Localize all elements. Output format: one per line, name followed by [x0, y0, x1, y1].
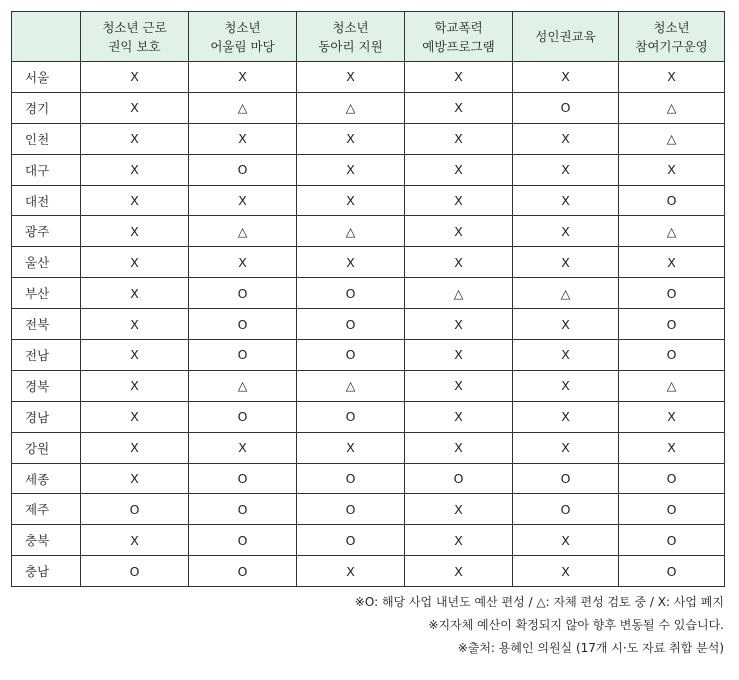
status-cell: △	[619, 92, 725, 123]
status-cell: X	[405, 525, 513, 556]
header-cell	[405, 12, 513, 62]
status-cell: O	[619, 494, 725, 525]
status-cell: X	[405, 123, 513, 154]
header-cell	[297, 12, 405, 62]
status-cell: O	[619, 185, 725, 216]
status-cell: O	[189, 556, 297, 587]
status-cell: X	[513, 370, 619, 401]
status-cell: X	[513, 525, 619, 556]
status-cell: O	[189, 494, 297, 525]
table-row	[12, 370, 725, 401]
status-cell: X	[619, 432, 725, 463]
table-row	[12, 432, 725, 463]
status-cell: O	[513, 463, 619, 494]
header-label-line2: 권익 보호	[108, 38, 161, 54]
table-row	[12, 216, 725, 247]
table-row	[12, 556, 725, 587]
status-cell: X	[405, 216, 513, 247]
status-cell: X	[513, 123, 619, 154]
header-label-line2: 참여기구운영	[635, 38, 708, 54]
status-cell: X	[297, 247, 405, 278]
table-row	[12, 123, 725, 154]
header-cell	[513, 12, 619, 62]
header-label-line1: 성인권교육	[535, 29, 596, 44]
status-cell: X	[513, 216, 619, 247]
status-cell: X	[81, 247, 189, 278]
region-cell: 충북	[12, 525, 81, 556]
status-cell: X	[81, 185, 189, 216]
table-row	[12, 278, 725, 309]
status-cell: X	[189, 432, 297, 463]
table-row	[12, 62, 725, 93]
status-cell: O	[297, 494, 405, 525]
status-cell: X	[81, 463, 189, 494]
status-cell: X	[619, 247, 725, 278]
table-row	[12, 185, 725, 216]
header-label-line1: 청소년	[332, 19, 369, 35]
status-cell: O	[297, 278, 405, 309]
status-cell: △	[619, 370, 725, 401]
status-cell: X	[81, 278, 189, 309]
status-cell: X	[81, 340, 189, 371]
region-cell: 경기	[12, 92, 81, 123]
table-row	[12, 247, 725, 278]
status-cell: X	[81, 62, 189, 93]
status-cell: X	[405, 494, 513, 525]
status-cell: O	[81, 494, 189, 525]
status-cell: O	[189, 154, 297, 185]
status-cell: O	[189, 278, 297, 309]
status-cell: X	[81, 309, 189, 340]
status-cell: O	[619, 463, 725, 494]
table-row	[12, 92, 725, 123]
status-cell: O	[189, 463, 297, 494]
header-cell	[189, 12, 297, 62]
status-cell: X	[513, 340, 619, 371]
status-cell: △	[513, 278, 619, 309]
table-row	[12, 154, 725, 185]
footnote-source: ※출처: 용혜인 의원실 (17개 시·도 자료 취합 분석)	[457, 641, 724, 655]
status-cell: X	[405, 309, 513, 340]
status-cell: O	[619, 278, 725, 309]
status-cell: X	[619, 401, 725, 432]
status-cell: O	[405, 463, 513, 494]
region-cell: 광주	[12, 216, 81, 247]
status-cell: O	[297, 340, 405, 371]
status-cell: X	[405, 340, 513, 371]
status-cell: X	[513, 309, 619, 340]
status-cell: X	[405, 92, 513, 123]
region-cell: 전북	[12, 309, 81, 340]
status-cell: X	[513, 401, 619, 432]
status-cell: X	[297, 123, 405, 154]
region-cell: 전남	[12, 340, 81, 371]
status-cell: X	[405, 432, 513, 463]
region-cell: 서울	[12, 62, 81, 93]
policy-status-table	[11, 11, 725, 587]
header-cell	[619, 12, 725, 62]
status-cell: X	[405, 556, 513, 587]
region-cell: 울산	[12, 247, 81, 278]
status-cell: X	[189, 247, 297, 278]
table-row	[12, 309, 725, 340]
status-cell: X	[189, 62, 297, 93]
status-cell: X	[81, 370, 189, 401]
status-cell: X	[297, 154, 405, 185]
status-cell: O	[297, 309, 405, 340]
status-cell: X	[513, 247, 619, 278]
status-cell: X	[81, 432, 189, 463]
status-cell: O	[513, 92, 619, 123]
status-cell: X	[81, 154, 189, 185]
status-cell: O	[189, 340, 297, 371]
status-cell: O	[619, 525, 725, 556]
table-row	[12, 401, 725, 432]
table-row	[12, 463, 725, 494]
status-cell: O	[513, 494, 619, 525]
status-cell: X	[81, 92, 189, 123]
status-cell: X	[619, 154, 725, 185]
header-label-line1: 청소년	[224, 19, 261, 35]
status-cell: O	[619, 309, 725, 340]
status-cell: X	[81, 123, 189, 154]
header-cell	[81, 12, 189, 62]
header-label-line2: 예방프로그램	[422, 38, 495, 54]
status-cell: O	[297, 463, 405, 494]
region-cell: 대전	[12, 185, 81, 216]
status-cell: X	[297, 432, 405, 463]
region-cell: 경북	[12, 370, 81, 401]
status-cell: O	[189, 401, 297, 432]
status-cell: O	[189, 525, 297, 556]
status-cell: O	[81, 556, 189, 587]
status-cell: X	[189, 185, 297, 216]
region-cell: 충남	[12, 556, 81, 587]
region-cell: 경남	[12, 401, 81, 432]
status-cell: △	[619, 216, 725, 247]
header-cell-region	[12, 12, 81, 62]
header-label-line1: 학교폭력	[434, 19, 483, 35]
table-row	[12, 494, 725, 525]
status-cell: X	[619, 62, 725, 93]
status-cell: X	[405, 185, 513, 216]
header-label-line2: 동아리 지원	[318, 38, 383, 54]
region-cell: 제주	[12, 494, 81, 525]
status-cell: △	[297, 92, 405, 123]
status-cell: X	[513, 556, 619, 587]
status-cell: O	[297, 401, 405, 432]
footnote-legend: ※O: 해당 사업 내년도 예산 편성 / △: 자체 편성 검토 중 / X: 사업 폐지	[354, 595, 724, 609]
status-cell: X	[513, 432, 619, 463]
region-cell: 인천	[12, 123, 81, 154]
table-header-row	[12, 12, 725, 62]
status-cell: X	[297, 185, 405, 216]
status-cell: O	[189, 309, 297, 340]
status-cell: △	[297, 370, 405, 401]
status-cell: X	[405, 154, 513, 185]
status-cell: O	[619, 340, 725, 371]
table-row	[12, 525, 725, 556]
status-cell: X	[297, 556, 405, 587]
header-label-line1: 청소년 근로	[102, 19, 167, 35]
status-cell: X	[81, 216, 189, 247]
status-cell: O	[619, 556, 725, 587]
policy-status-table-container	[11, 11, 724, 587]
status-cell: O	[297, 525, 405, 556]
status-cell: X	[189, 123, 297, 154]
table-row	[12, 340, 725, 371]
footnotes	[11, 591, 724, 660]
header-label-line2: 어울림 마당	[210, 38, 275, 54]
status-cell: △	[189, 92, 297, 123]
table-body	[12, 62, 725, 587]
status-cell: X	[405, 370, 513, 401]
status-cell: X	[405, 62, 513, 93]
region-cell: 대구	[12, 154, 81, 185]
status-cell: △	[297, 216, 405, 247]
status-cell: X	[81, 401, 189, 432]
status-cell: X	[513, 185, 619, 216]
status-cell: X	[405, 401, 513, 432]
status-cell: X	[513, 154, 619, 185]
header-label-line1: 청소년	[653, 19, 690, 35]
status-cell: △	[619, 123, 725, 154]
status-cell: X	[297, 62, 405, 93]
status-cell: △	[189, 370, 297, 401]
footnote-disclaimer: ※지자체 예산이 확정되지 않아 향후 변동될 수 있습니다.	[428, 618, 724, 632]
status-cell: △	[189, 216, 297, 247]
status-cell: X	[405, 247, 513, 278]
status-cell: X	[513, 62, 619, 93]
status-cell: △	[405, 278, 513, 309]
status-cell: X	[81, 525, 189, 556]
region-cell: 세종	[12, 463, 81, 494]
region-cell: 강원	[12, 432, 81, 463]
region-cell: 부산	[12, 278, 81, 309]
